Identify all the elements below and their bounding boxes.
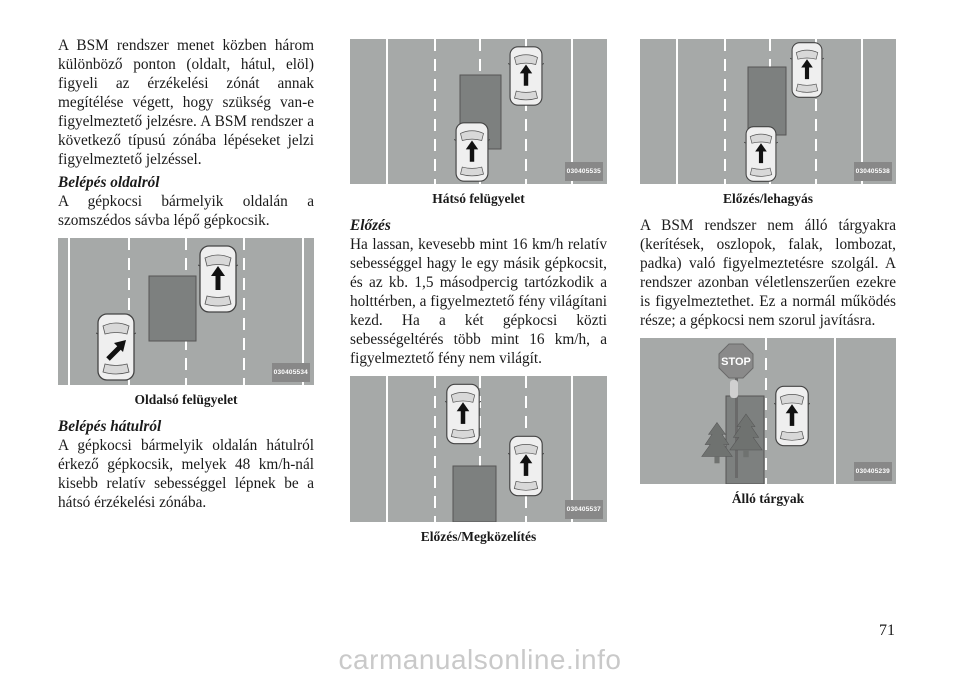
post [730, 380, 738, 398]
figure-caption: Hátsó felügyelet [432, 191, 525, 206]
car-icon [94, 314, 138, 380]
intro-paragraph: A BSM rendszer menet közben három különböző ponton (oldalt, hátul, elöl) figyeli az érzékelési zónát annak megítélése végett, hogy szükség van-e figyelmeztető jelzésre. A BSM rendszer a következő típusú zónába lépéseket jelzi figyelmeztető jelzéssel. [58, 37, 314, 168]
side-entry-heading: Belépés oldalról [58, 174, 160, 191]
car-icon [453, 123, 492, 181]
detection-zone [149, 276, 196, 341]
car-icon [789, 43, 825, 98]
figure-code: 030405538 [854, 162, 892, 181]
overtake-text: Ha lassan, kevesebb mint 16 km/h relatív sebességgel hagy le egy másik gépkocsit, és az kb. 1,5 másodpercig tartózkodik a holttérben, a figyelmeztető fény világítani kezd. Ha a két gépkocsi közti sebességeltérés több mint 16 km/h, a figyelmeztető fény nem világít. [350, 236, 607, 367]
detection-zone [453, 466, 496, 522]
stationary-objects-text: A BSM rendszer nem álló tárgyakra (kerítések, oszlopok, falak, lombozat, padka) való figyelmeztetésre szolgál. A rendszer azonban véletlenszerűen ezekre is figyelmeztethet. Ez a normál működés része; a gépkocsi nem szorul javításra. [640, 217, 896, 329]
figure-rear-monitoring [350, 39, 607, 184]
car-icon [743, 127, 779, 182]
overtake-heading: Előzés [350, 217, 391, 234]
rear-entry-text: A gépkocsi bármelyik oldalán hátulról érkező gépkocsik, melyek 48 km/h-nál kisebb relatív sebességgel lépnek be a hátsó érzékelési zónába. [58, 437, 314, 511]
car-icon [196, 246, 240, 312]
rear-entry-heading: Belépés hátulról [58, 418, 162, 435]
watermark: carmanualsonline.info [338, 644, 622, 675]
car-icon [443, 384, 483, 443]
detection-zone [748, 67, 786, 135]
stop-sign-text: STOP [721, 356, 751, 368]
column-right [640, 39, 896, 516]
car-icon [772, 386, 812, 445]
car-icon [506, 436, 546, 495]
figure-side-monitoring [58, 238, 314, 385]
figure-code: 030405537 [565, 500, 603, 519]
figure-code: 030405239 [854, 462, 892, 481]
figure-caption: Előzés/Megközelítés [420, 529, 537, 544]
car-icon [507, 47, 546, 105]
column-middle [350, 39, 607, 554]
page-number: 71 [879, 622, 895, 639]
figure-code: 030405534 [272, 363, 310, 382]
figure-caption: Álló tárgyak [731, 491, 805, 506]
figure-code: 030405535 [565, 162, 603, 181]
column-left [58, 36, 314, 512]
side-entry-text: A gépkocsi bármelyik oldalán a szomszédos sávba lépő gépkocsik. [58, 193, 314, 229]
figure-approach [350, 376, 607, 522]
figure-stationary-objects [640, 338, 896, 484]
figure-caption: Előzés/lehagyás [723, 191, 813, 206]
figure-passing [640, 39, 896, 184]
figure-caption: Oldalsó felügyelet [134, 392, 238, 407]
